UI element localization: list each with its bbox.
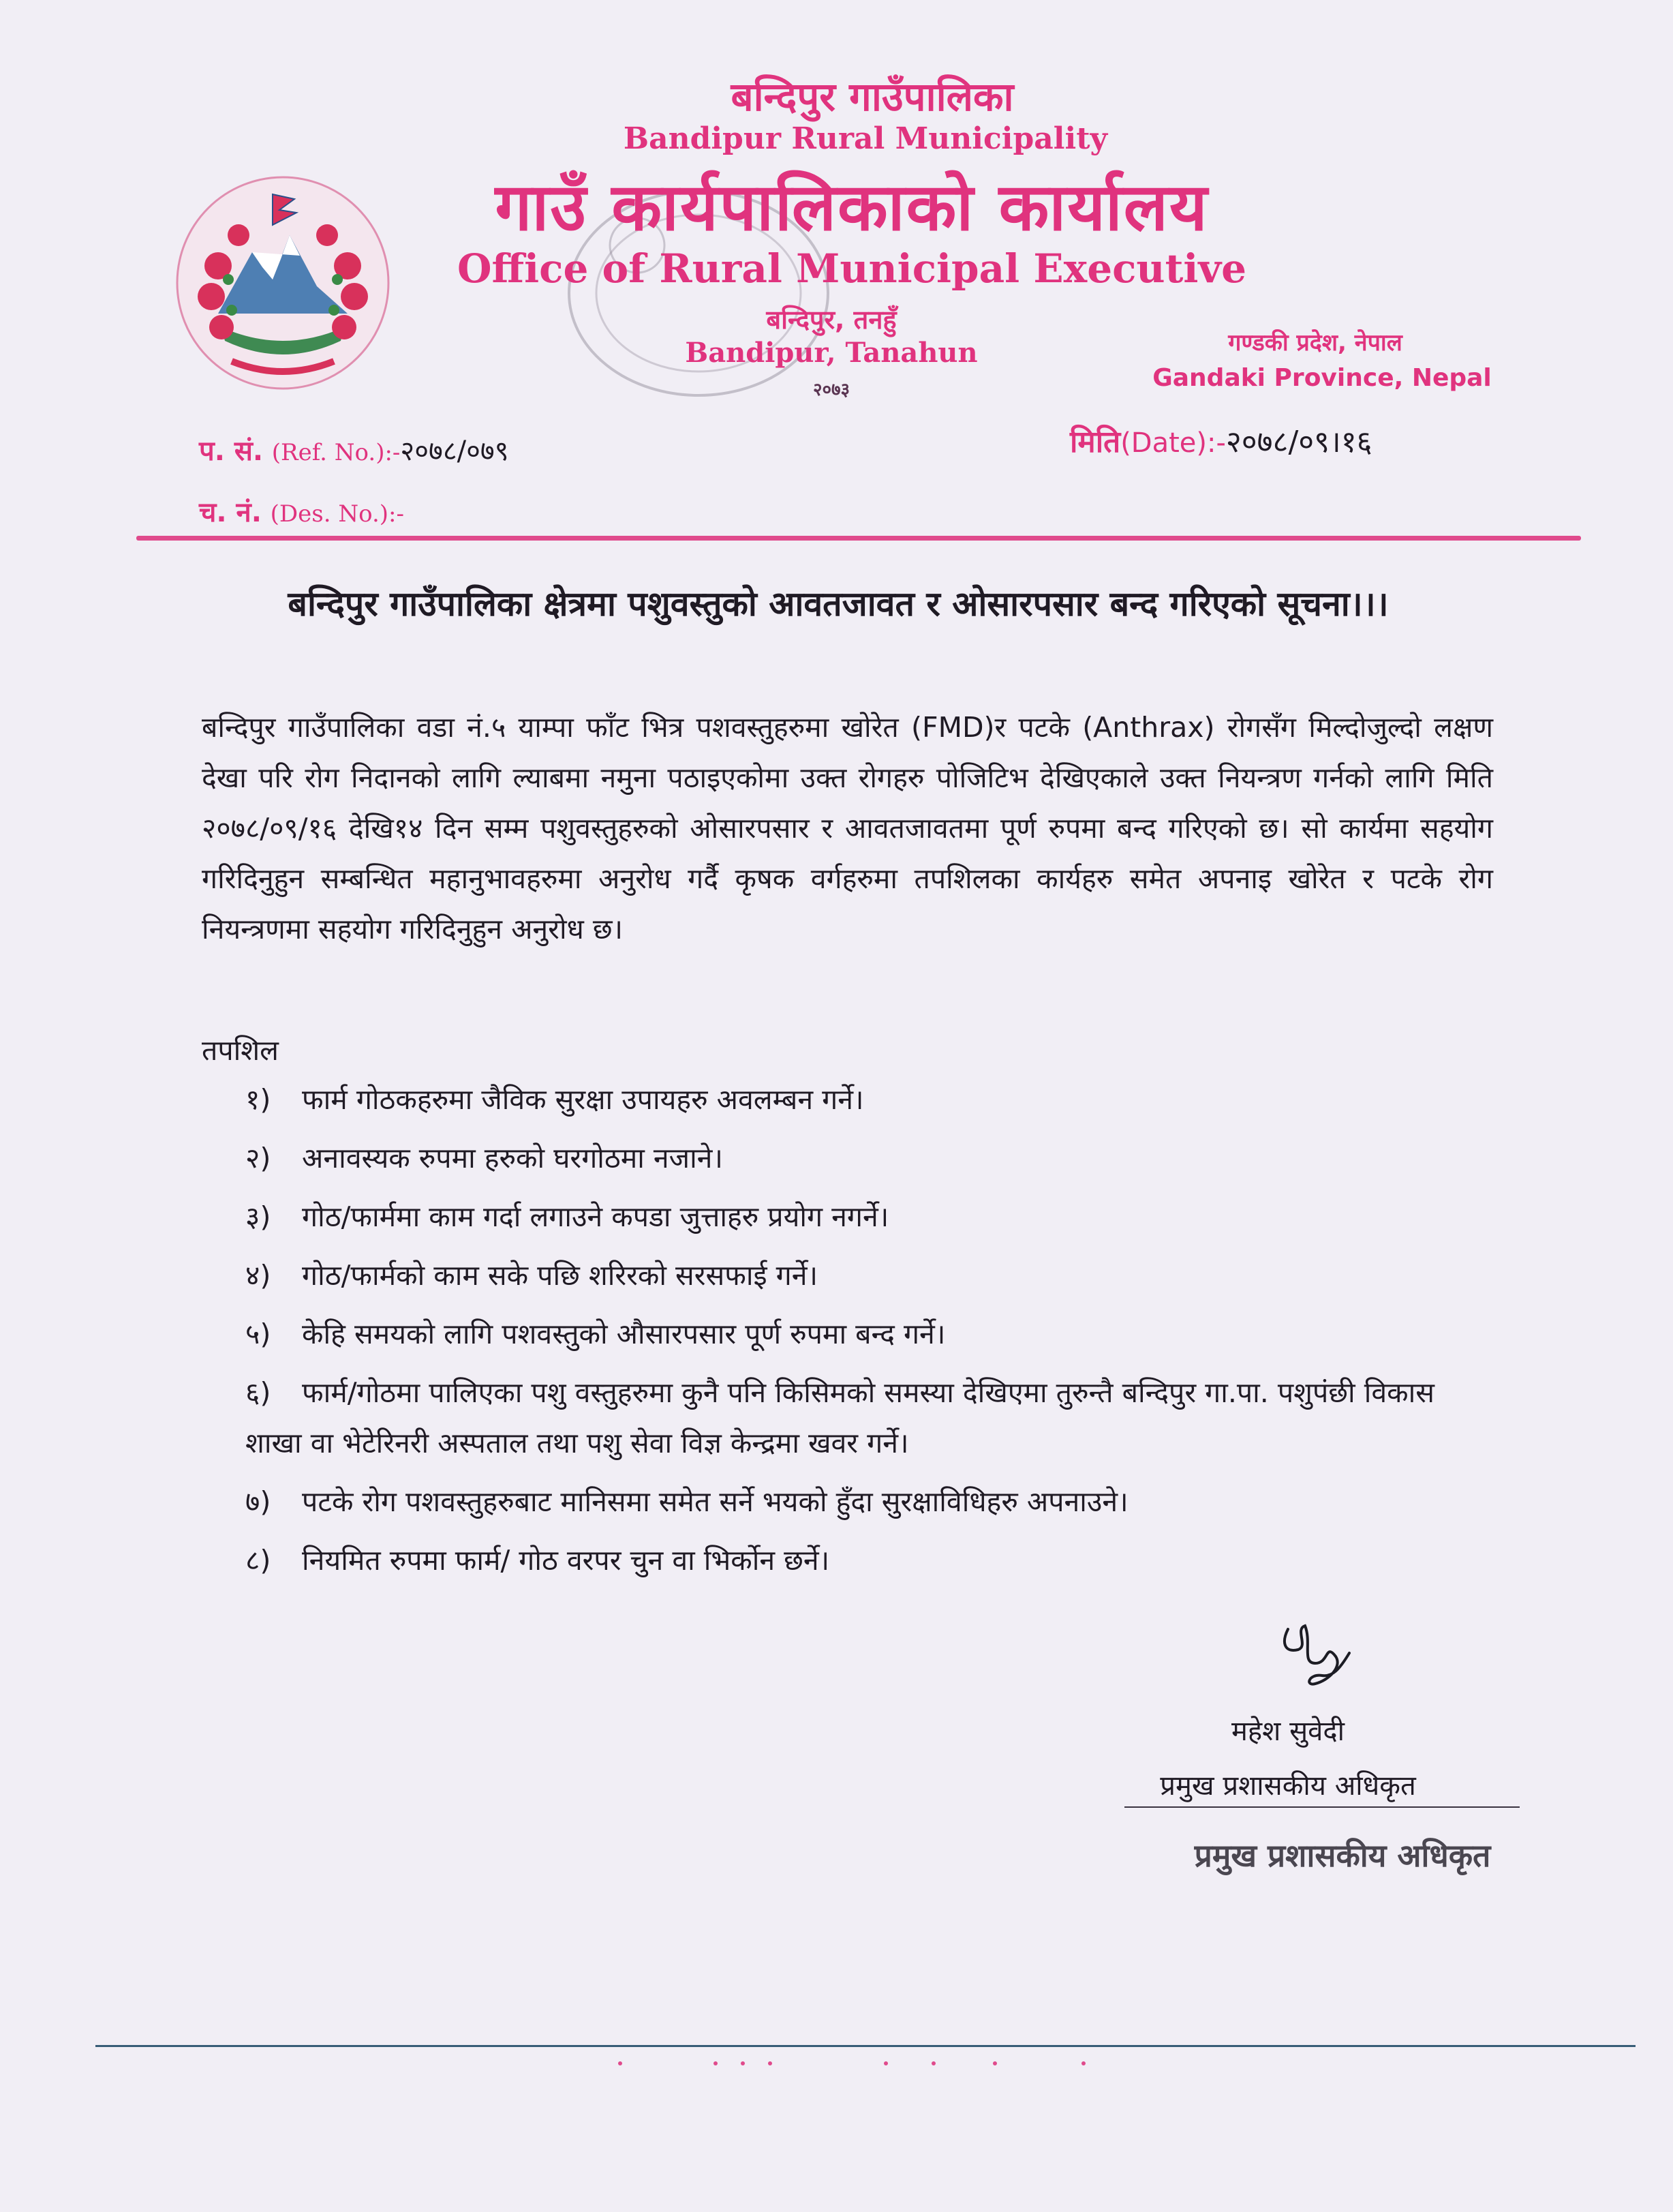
letter-date xyxy=(1070,420,1372,461)
province-en: Gandaki Province, Nepal xyxy=(1152,364,1492,392)
ref-label-np: प. सं. xyxy=(199,436,264,467)
list-item-number: ४) xyxy=(245,1259,271,1292)
list-item xyxy=(245,1476,1492,1527)
list-heading: तपशिल xyxy=(202,1034,279,1067)
ref-value: २०७८/०७९ xyxy=(400,436,509,467)
list-item-text: अनावस्यक रुपमा हरुको घरगोठमा नजाने। xyxy=(302,1142,723,1175)
list-item xyxy=(245,1250,1492,1301)
list-item-text: नियमित रुपमा फार्म/ गोठ वरपर चुन वा भिर्कोन छर्ने। xyxy=(302,1544,830,1577)
footer-dots-icon xyxy=(613,2059,1090,2068)
list-item-number: ७) xyxy=(245,1485,271,1518)
signature-divider xyxy=(1124,1806,1520,1808)
list-item-text: गोठ/फार्मको काम सके पछि शरिरको सरसफाई गर्ने। xyxy=(302,1259,818,1292)
signatory-name: महेश सुवेदी xyxy=(1231,1716,1345,1747)
instructions-list xyxy=(245,1074,1492,1594)
des-number xyxy=(199,492,404,530)
date-label-np: मिति xyxy=(1070,425,1121,459)
designation-stamp: प्रमुख प्रशासकीय अधिकृत xyxy=(1194,1837,1491,1874)
office-name-np: गाउँ कार्यपालिकाको कार्यालय xyxy=(495,169,1209,245)
ref-label-en: (Ref. No.):- xyxy=(271,439,401,466)
list-item-number: १) xyxy=(245,1083,271,1116)
notice-title: बन्दिपुर गाउँपालिका क्षेत्रमा पशुवस्तुको आवतजावत र ओसारपसार बन्द गरिएको सूचना।।। xyxy=(288,584,1389,624)
list-item-number: २) xyxy=(245,1142,271,1175)
date-label-en: (Date):- xyxy=(1120,427,1226,459)
list-item xyxy=(245,1192,1492,1242)
list-item-text: पटके रोग पशवस्तुहरुबाट मानिसमा समेत सर्ने भयको हुँदा सुरक्षाविधिहरु अपनाउने। xyxy=(302,1485,1129,1518)
list-item-text: केहि समयको लागि पशवस्तुको औसारपसार पूर्ण रुपमा बन्द गर्ने। xyxy=(302,1318,946,1350)
list-item-number: ६) xyxy=(245,1376,271,1409)
list-item-text: फार्म गोठकहरुमा जैविक सुरक्षा उपायहरु अवलम्बन गर्ने। xyxy=(302,1083,864,1116)
list-item xyxy=(245,1074,1492,1125)
office-name-en: Office of Rural Municipal Executive xyxy=(457,245,1247,292)
municipality-name-np: बन्दिपुर गाउँपालिका xyxy=(731,74,1014,120)
des-label-np: च. नं. xyxy=(199,497,262,528)
ref-number xyxy=(199,431,509,468)
established-year: २०७३ xyxy=(812,380,850,400)
list-item-text: गोठ/फार्ममा काम गर्दा लगाउने कपडा जुत्ताहरु प्रयोग नगर्ने। xyxy=(302,1200,889,1233)
list-item-text: फार्म/गोठमा पालिएका पशु वस्तुहरुमा कुनै पनि किसिमको समस्या देखिएमा तुरुन्तै बन्दिपुर गा.पा. पशुपंछी विकास शाखा वा भेटेरिनरी अस्पताल तथा पशु सेवा विज्ञ केन्द्रमा खवर गर्ने। xyxy=(245,1376,1434,1459)
list-item-number: ३) xyxy=(245,1200,271,1233)
footer-divider xyxy=(95,2045,1636,2047)
list-item xyxy=(245,1133,1492,1183)
list-item-number: ५) xyxy=(245,1318,271,1350)
signatory-title: प्रमुख प्रशासकीय अधिकृत xyxy=(1160,1770,1416,1802)
municipality-name-en: Bandipur Rural Municipality xyxy=(623,121,1108,156)
signature-icon xyxy=(1268,1616,1363,1704)
header-divider xyxy=(136,536,1581,541)
date-value: २०७८/०९।१६ xyxy=(1225,425,1372,459)
list-item xyxy=(245,1309,1492,1359)
place-np: बन्दिपुर, तनहुँ xyxy=(766,305,897,335)
place-en: Bandipur, Tanahun xyxy=(685,337,978,369)
list-item-number: ८) xyxy=(245,1544,271,1577)
nepal-emblem-icon xyxy=(170,170,395,395)
notice-paragraph: बन्दिपुर गाउँपालिका वडा नं.५ याम्पा फाँट भित्र पशवस्तुहरुमा खोरेत (FMD)र पटके (Anthrax) रोगसँग मिल्दोजुल्दो लक्षण देखा परि रोग निदानको लागि ल्याबमा नमुना पठाइएकोमा उक्त रोगहरु पोजिटिभ देखिएकाले उक्त नियन्त्रण गर्नको लागि मिति २०७८/०९/१६ देखि१४ दिन सम्म पशुवस्तुहरुको ओसारपसार र आवतजावतमा पूर्ण रुपमा बन्द गरिएको छ। सो कार्यमा सहयोग गरिदिनुहुन सम्बन्धित महानुभावहरुमा अनुरोध गर्दै कृषक वर्गहरुमा तपशिलका कार्यहरु समेत अपनाइ खोरेत र पटके रोग नियन्त्रणमा सहयोग गरिदिनुहुन अनुरोध छ। xyxy=(202,711,1493,945)
list-item xyxy=(245,1535,1492,1586)
province-np: गण्डकी प्रदेश, नेपाल xyxy=(1228,329,1402,357)
list-item xyxy=(245,1367,1492,1468)
des-label-en: (Des. No.):- xyxy=(270,500,404,528)
